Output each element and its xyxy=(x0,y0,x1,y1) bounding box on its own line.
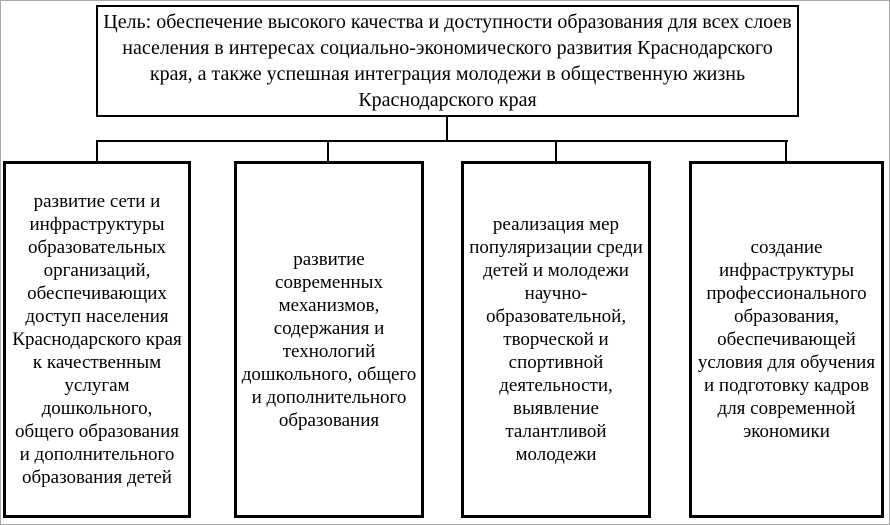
task-text-4: создание инфраструктуры профессионального образования, обеспечивающей условия для обучения и подготовку кадров для современной экономики xyxy=(697,237,876,442)
connector-drop-4 xyxy=(785,140,787,162)
task-text-3: реализация мер популяризации среди детей и молодежи научно-образовательной, творческой и спортивной деятельности, выявление талантливой молодежи xyxy=(469,214,643,465)
connector-horizontal-rail xyxy=(96,140,788,142)
connector-drop-2 xyxy=(327,140,329,162)
connector-drop-3 xyxy=(555,140,557,162)
task-box-1 xyxy=(3,161,191,518)
task-box-3 xyxy=(461,161,651,518)
task-box-4 xyxy=(689,161,884,518)
connector-drop-1 xyxy=(96,140,98,162)
task-text-2: развитие современных механизмов, содержания и технологий дошкольного, общего и дополнительного образования xyxy=(241,248,417,431)
task-box-2 xyxy=(234,161,424,518)
task-text-1: развитие сети и инфраструктуры образовательных организаций, обеспечивающих доступ населения Краснодарского края к качественным услугам дошкольного, общего образования и дополнительного образования детей xyxy=(12,191,182,488)
goal-box xyxy=(96,5,799,117)
goal-text: Цель: обеспечение высокого качества и доступности образования для всех слоев населения в интересах социально-экономического развития Краснодарского края, а также успешная интеграция молодежи в общественную жизнь Краснодарского края xyxy=(103,11,792,111)
connector-stem xyxy=(446,117,448,141)
